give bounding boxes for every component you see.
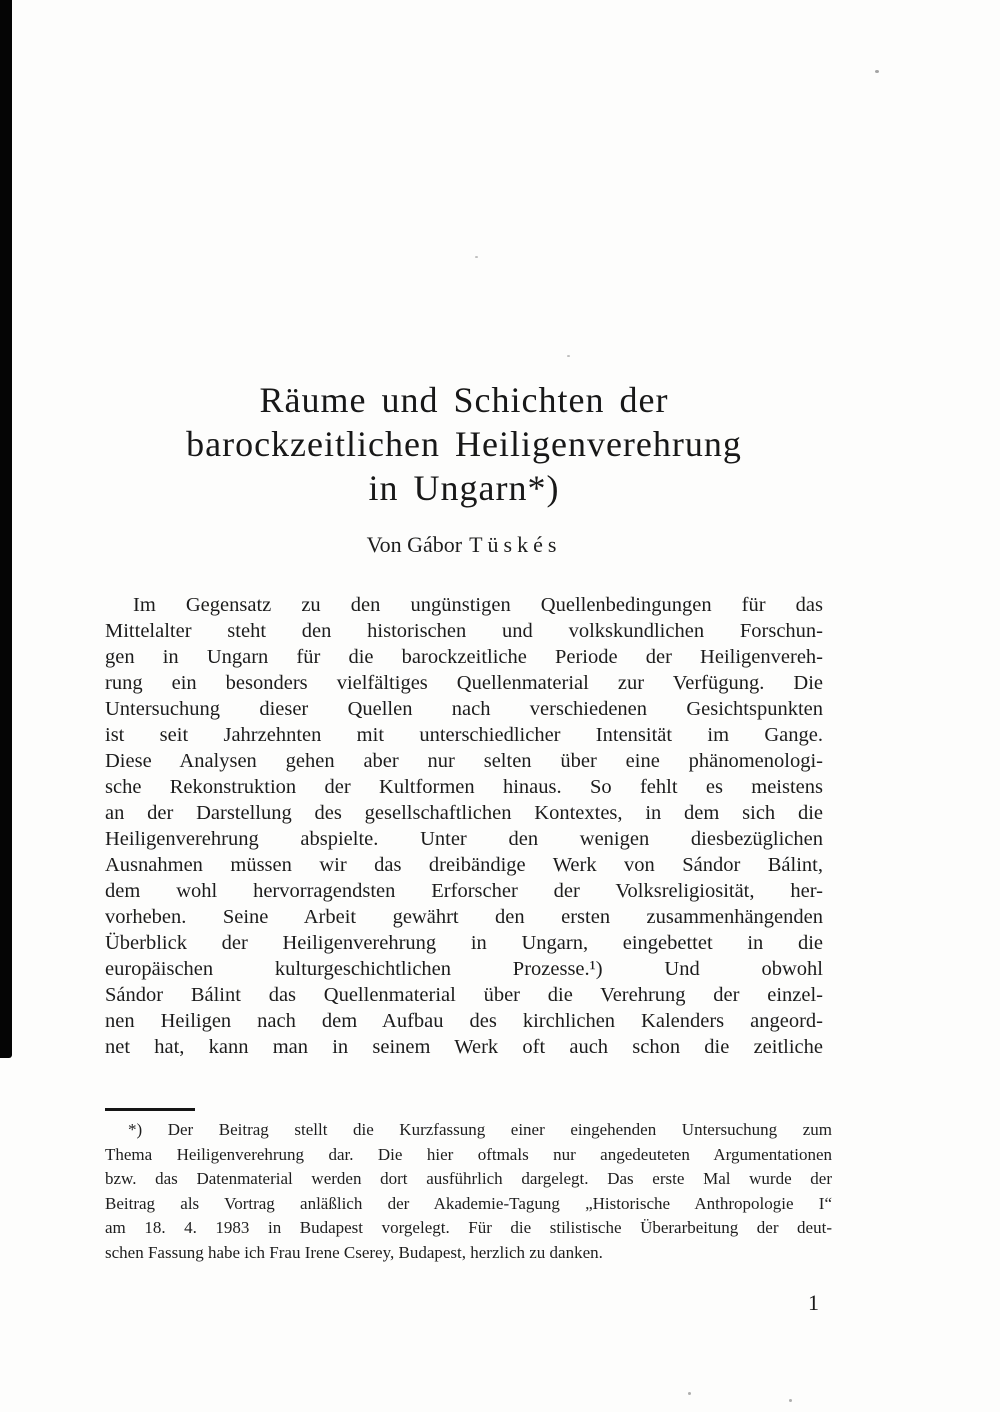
footnote-line: Beitrag als Vortrag anläßlich der Akademie-Tagung „Historische Anthropologie I“ [105, 1193, 832, 1213]
footnote-line: Thema Heiligenverehrung dar. Die hier oftmals nur angedeuteten Argumentationen [105, 1144, 832, 1164]
byline [105, 531, 823, 559]
body-line: Untersuchung dieser Quellen nach verschiedenen Gesichtspunkten [105, 698, 823, 720]
body-line: Mittelalter steht den historischen und volkskundlichen Forschun- [105, 620, 823, 642]
footnote-line: *) Der Beitrag stellt die Kurzfassung einer eingehenden Untersuchung zum [128, 1120, 832, 1139]
footnote-line: am 18. 4. 1983 in Budapest vorgelegt. Für die stilistische Überarbeitung der deut- [105, 1218, 832, 1237]
title-line-3: in Ungarn*) [368, 468, 560, 508]
body-paragraph [105, 592, 823, 1060]
page-number: 1 [808, 1290, 819, 1315]
scan-speck [789, 1399, 792, 1402]
body-line: Heiligenverehrung abspielte. Unter den wenigen diesbezüglichen [105, 828, 823, 850]
footnote-separator [105, 1108, 195, 1111]
body-line: dem wohl hervorragendsten Erforscher der Volksreligiosität, her- [105, 880, 823, 902]
article-title [105, 378, 823, 510]
body-line: gen in Ungarn für die barockzeitliche Periode der Heiligenvereh- [105, 646, 823, 668]
body-line: rung ein besonders vielfältiges Quellenmaterial zur Verfügung. Die [105, 672, 823, 694]
scan-edge-artifact [0, 0, 12, 1058]
scan-speck [688, 1392, 691, 1395]
body-line: europäischen kulturgeschichtlichen Prozesse.¹) Und obwohl [105, 958, 823, 980]
footnote-line: schen Fassung habe ich Frau Irene Cserey, Budapest, herzlich zu danken. [105, 1242, 603, 1262]
footnote [105, 1118, 832, 1265]
body-line: Überblick der Heiligenverehrung in Ungarn, eingebettet in die [105, 932, 823, 954]
footnote-line: bzw. das Datenmaterial werden dort ausführlich dargelegt. Das erste Mal wurde der [105, 1169, 832, 1188]
body-line: vorheben. Seine Arbeit gewährt den ersten zusammenhängenden [105, 906, 823, 928]
title-line-2: barockzeitlichen Heiligenverehrung [186, 424, 742, 464]
scan-speck [475, 256, 478, 258]
body-line: an der Darstellung des gesellschaftlichen Kontextes, in dem sich die [105, 802, 823, 824]
scan-speck [875, 70, 879, 73]
body-line: nen Heiligen nach dem Aufbau des kirchlichen Kalenders angeord- [105, 1010, 823, 1032]
author-name: Tüskés [469, 532, 562, 557]
title-line-1: Räume und Schichten der [259, 380, 669, 420]
body-line: Sándor Bálint das Quellenmaterial über die Verehrung der einzel- [105, 984, 823, 1006]
body-line: ist seit Jahrzehnten mit unterschiedlicher Intensität im Gange. [105, 724, 823, 746]
body-line: Im Gegensatz zu den ungünstigen Quellenbedingungen für das [133, 594, 823, 616]
byline-prefix: Von Gábor [366, 532, 463, 557]
body-line: Diese Analysen gehen aber nur selten über eine phänomenologi- [105, 750, 823, 772]
body-line: sche Rekonstruktion der Kultformen hinaus. So fehlt es meistens [105, 776, 823, 798]
body-line: Ausnahmen müssen wir das dreibändige Werk von Sándor Bálint, [105, 854, 823, 876]
scan-speck [567, 355, 570, 357]
body-line: net hat, kann man in seinem Werk oft auch schon die zeitliche [105, 1036, 823, 1058]
